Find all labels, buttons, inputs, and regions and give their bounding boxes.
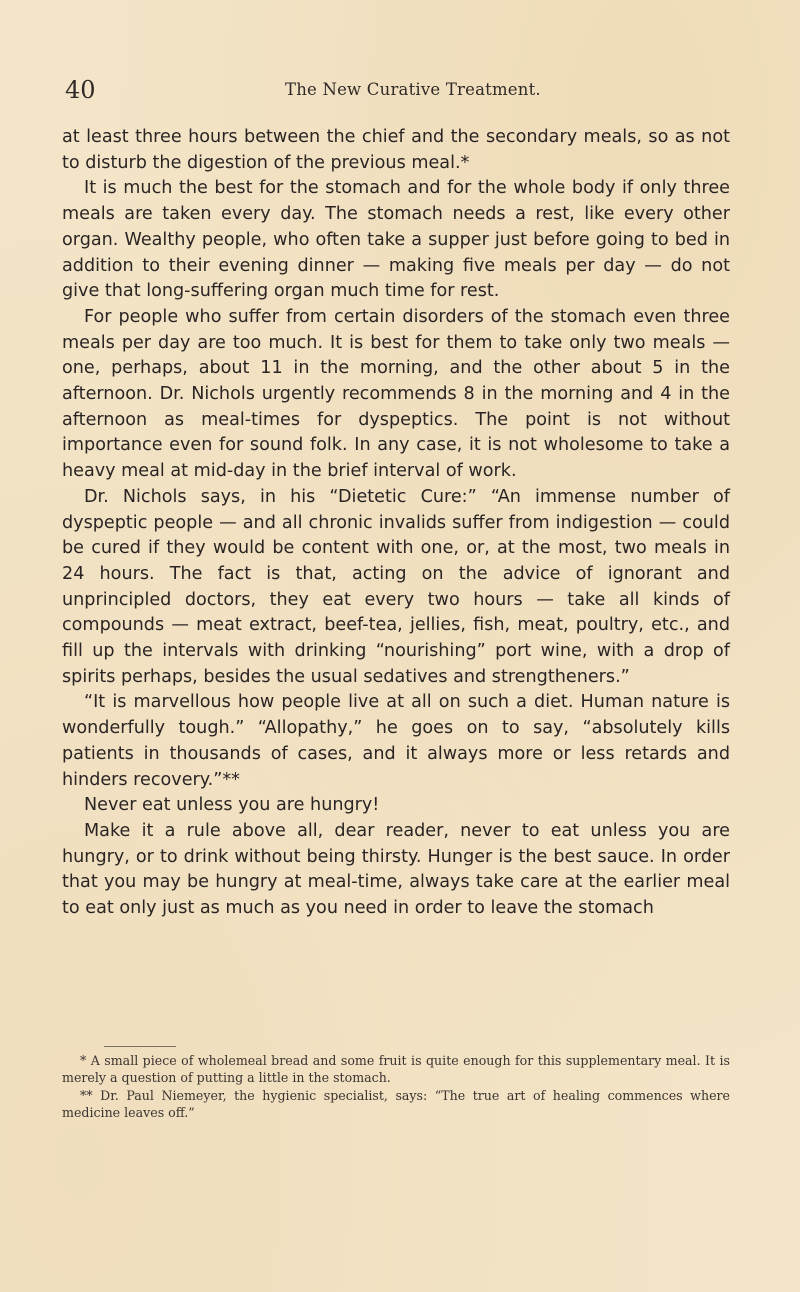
paragraph-stomach-disorders: For people who suffer from certain disorders of the stomach even three meals per day are too much. It is best for them to take only two meals — one, perhaps, about 11 in the morning, and the other about 5 in the afternoon. Dr. Nichols urgently recommends 8 in the morning and 4 in the afternoon as meal-times for dyspeptics. The point is not without importance even for sound folk. In any case, it is not wholesome to take a heavy meal at mid-day in the brief interval of work. [62, 306, 730, 482]
running-title: The New Curative Treatment. [285, 80, 541, 99]
page-number: 40 [65, 76, 96, 104]
paragraph-three-meals: It is much the best for the stomach and for the whole body if only three meals are taken every day. The stomach needs a rest, like every other organ. Wealthy people, who often take a supper just before going to bed in addition to their evening dinner — making five meals per day — do not give that long-suffering organ much time for rest. [62, 178, 730, 302]
body-text [62, 125, 730, 922]
paragraph-rule: Make it a rule above all, dear reader, never to eat unless you are hungry, or to drink without being thirsty. Hunger is the best sauce. In order that you may be hungry at meal-time, always take care at the earlier meal to eat only just as much as you need in order to leave the stomach [62, 820, 730, 919]
footnotes [62, 1052, 730, 1121]
footnote-single-star: * A small piece of wholemeal bread and some fruit is quite enough for this supplementary meal. It is merely a question of putting a little in the stomach. [62, 1053, 730, 1086]
paragraph-never-eat: Never eat unless you are hungry! [84, 795, 380, 816]
footnote-divider [104, 1046, 176, 1047]
footnote-double-star: ** Dr. Paul Niemeyer, the hygienic specialist, says: “The true art of healing commences where medicine leaves off.” [62, 1087, 730, 1120]
paragraph-continuation: at least three hours between the chief and the secondary meals, so as not to disturb the digestion of the previous meal.* [62, 127, 730, 173]
paragraph-marvellous: “It is marvellous how people live at all on such a diet. Human nature is wonderfully tough.” “Allopathy,” he goes on to say, “absolutely kills patients in thousands of cases, and it always more or less retards and hinders recovery.”** [62, 692, 730, 790]
page-header [65, 76, 735, 106]
paragraph-dietetic-cure: Dr. Nichols says, in his “Dietetic Cure:” “An immense number of dyspeptic people — and all chronic invalids suffer from indigestion — could be cured if they would be content with one, or, at the most, two meals in 24 hours. The fact is that, acting on the advice of ignorant and unprincipled doctors, they eat every two hours — take all kinds of compounds — meat extract, beef-tea, jellies, fish, meat, poultry, etc., and fill up the intervals with drinking “nourishing” port wine, with a drop of spirits perhaps, besides the usual sedatives and strengtheners.” [62, 486, 730, 687]
